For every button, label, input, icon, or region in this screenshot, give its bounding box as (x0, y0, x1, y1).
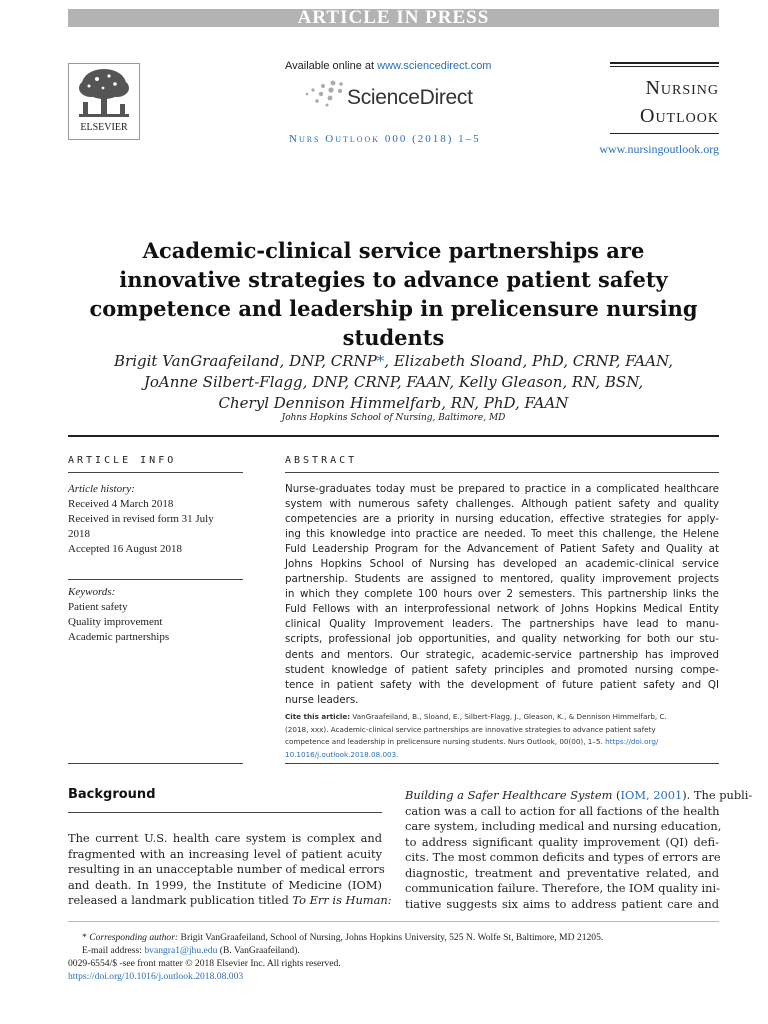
section-heading-rule (68, 812, 382, 813)
history-item: Received 4 March 2018 (68, 498, 174, 510)
corresponding-author-note (68, 931, 719, 944)
body-line: to address significant quality improvement (QI) defi- (405, 834, 719, 849)
body-line: resulting in an unacceptable number of medical errors (68, 862, 385, 876)
sciencedirect-brand: ScienceDirect (347, 86, 473, 109)
keywords (68, 585, 246, 645)
footnote-rule (68, 921, 719, 922)
body-line: care system, including medical and nursing education, (405, 819, 722, 833)
title-line: Academic-clinical service partnerships are (142, 238, 645, 263)
elsevier-wordmark: ELSEVIER (80, 122, 128, 133)
cite-doi-link[interactable]: https://doi.org/ (605, 737, 659, 746)
abstract-line: in which they complete 100 hours over 2 semesters. This partnership links the (285, 588, 719, 601)
body-line: fragmented with an increasing level of patient acuity (68, 846, 382, 861)
article-info-header: ARTICLE INFO (68, 455, 177, 466)
book-title: To Err is Human: (292, 893, 392, 907)
footnotes (68, 931, 719, 983)
cite-this-article (285, 711, 719, 761)
abstract-line: student knowledge of patient safety principles and promoted nursing compe- (285, 663, 719, 676)
cite-text: VanGraafeiland, B., Sloand, E., Silbert-Flagg, J., Gleason, K., & Dennison Himmelfarb, C. (350, 712, 667, 721)
abstract-line: Nurse-graduates today must be prepared to practice in a complicated healthcare (285, 483, 719, 495)
body-line (405, 788, 753, 804)
journal-title (610, 74, 719, 130)
author-line: JoAnne Silbert-Flagg, DNP, CRNP, FAAN, Kelly Gleason, RN, BSN, (143, 373, 644, 391)
abstract-line: partnership. Students are assigned to mentored, quality improvement projects (285, 573, 719, 586)
body-text: ). The publi- (682, 788, 753, 802)
journal-title-line1: Nursing (645, 77, 719, 99)
body-line: The current U.S. health care system is complex and (68, 831, 382, 845)
title-line: competence and leadership in prelicensure nursing (89, 296, 698, 321)
email-note (68, 944, 719, 957)
body-text: ( (612, 788, 621, 802)
body-column-right (405, 788, 753, 912)
keyword: Patient safety (68, 601, 128, 613)
masthead-rule (610, 62, 719, 64)
article-in-press-banner: ARTICLE IN PRESS (68, 9, 719, 27)
cite-line (285, 736, 719, 749)
keyword: Quality improvement (68, 616, 163, 628)
abstract-line: nurse leaders. (285, 693, 359, 706)
body-line (68, 893, 392, 909)
body-line: diagnostic, treatment and preventative related, and (405, 865, 719, 880)
history-item: 2018 (68, 528, 90, 540)
email-label: E-mail address: (82, 945, 145, 956)
body-text: released a landmark publication titled (68, 893, 293, 907)
corr-label: Corresponding author: (89, 932, 179, 943)
keyword: Academic partnerships (68, 631, 170, 643)
footnote-mark: * (82, 932, 87, 943)
abstract-header: ABSTRACT (285, 455, 358, 466)
journal-citation-line: Nurs Outlook 000 (2018) 1–5 (289, 133, 481, 145)
history-item: Received in revised form 31 July (68, 513, 214, 525)
history-label: Article history: (68, 483, 135, 495)
title-line: innovative strategies to advance patient safety (119, 267, 668, 292)
abstract-line: ing this knowledge into practice are needed. To meet this challenge, the Helene (285, 528, 719, 541)
elsevier-tree-icon (69, 64, 139, 122)
masthead-rule (610, 133, 719, 134)
abstract-line: clinical Quality Improvement leaders. The partnerships have lead to manu- (285, 618, 719, 631)
body-line: and death. In 1999, the Institute of Medicine (IOM) (68, 877, 382, 892)
cite-line: (2018, xxx). Academic-clinical service partnerships are innovative strategies to advance patient safety (285, 724, 656, 734)
author-name: Brigit VanGraafeiland, DNP, CRNP (114, 352, 377, 370)
availability-prefix: Available online at (285, 60, 378, 72)
email-link[interactable]: bvangra1@jhu.edu (144, 945, 218, 956)
divider (285, 763, 719, 764)
book-title: Building a Safer Healthcare System (405, 788, 613, 802)
abstract-line: dents and mentors. Our strategic, academic-service partnership has improved (285, 648, 719, 661)
article-title (68, 236, 719, 352)
divider (68, 763, 243, 764)
header-divider (68, 435, 719, 437)
availability-line (285, 60, 491, 72)
corr-text: Brigit VanGraafeiland, School of Nursing, Johns Hopkins University, 525 N. Wolfe St, Baltimore, MD 21205. (178, 932, 604, 943)
journal-url-link[interactable]: www.nursingoutlook.org (599, 142, 719, 156)
history-item: Accepted 16 August 2018 (68, 543, 182, 555)
abstract-line: Fuld Leadership Program for the Advancement of Patient Safety and Quality at (285, 543, 719, 556)
cite-text: competence and leadership in prelicensure nursing students. Nurs Outlook, 00(00), 1–5. (285, 737, 606, 746)
article-history (68, 482, 246, 557)
abstract-line: Fuld Fellows with an interprofessional network of Johns Hopkins Medical Entity (285, 603, 719, 616)
title-line: students (342, 325, 445, 350)
email-suffix: (B. VanGraafeiland). (217, 945, 300, 956)
abstract-text (285, 482, 719, 708)
divider (285, 472, 719, 473)
author-line (68, 351, 719, 372)
sciencedirect-dots-icon (303, 80, 345, 112)
abstract-line: scripts, professional job opportunities, and quality networking for both our stu- (285, 633, 719, 646)
section-heading-background: Background (68, 787, 156, 802)
copyright-line: 0029-6554/$ -see front matter © 2018 Elsevier Inc. All rights reserved. (68, 958, 341, 969)
author-list (68, 351, 719, 414)
body-line: cits. The most common deficits and types of errors are (405, 850, 721, 864)
keywords-label: Keywords: (68, 586, 116, 598)
doi-link[interactable]: https://doi.org/10.1016/j.outlook.2018.08.003 (68, 971, 244, 982)
abstract-line: competencies are a priority in nursing education, effective strategies for apply- (285, 513, 719, 526)
author-name: , Elizabeth Sloand, PhD, CRNP, FAAN, (384, 352, 673, 370)
body-line: tiative suggests six aims to address patient care and (405, 896, 719, 911)
cite-line (285, 711, 719, 724)
body-line: communication failure. Therefore, the IOM quality ini- (405, 881, 720, 895)
abstract-line: tence in patient safety with the development of future patient safety and QI (285, 678, 719, 691)
divider (68, 579, 243, 580)
abstract-line: Johns Hopkins School of Nursing has developed an academic-clinical service (285, 558, 719, 571)
cite-label: Cite this article: (285, 712, 351, 721)
sciencedirect-link[interactable]: www.sciencedirect.com (377, 60, 492, 72)
author-line: Cheryl Dennison Himmelfarb, RN, PhD, FAAN (218, 394, 569, 412)
body-column-left (68, 831, 392, 909)
corresponding-author-mark[interactable]: * (376, 352, 385, 370)
affiliation: Johns Hopkins School of Nursing, Baltimore, MD (281, 413, 506, 423)
body-line: cation was a call to action for all factions of the health (405, 803, 720, 818)
cite-doi-link[interactable]: 10.1016/j.outlook.2018.08.003. (285, 749, 399, 759)
reference-link-iom[interactable]: IOM, 2001 (620, 788, 683, 802)
masthead-rule (610, 66, 719, 67)
journal-title-line2: Outlook (640, 105, 719, 127)
divider (68, 472, 243, 473)
abstract-line: system with numerous safety challenges. Although patient safety and quality (285, 498, 719, 511)
